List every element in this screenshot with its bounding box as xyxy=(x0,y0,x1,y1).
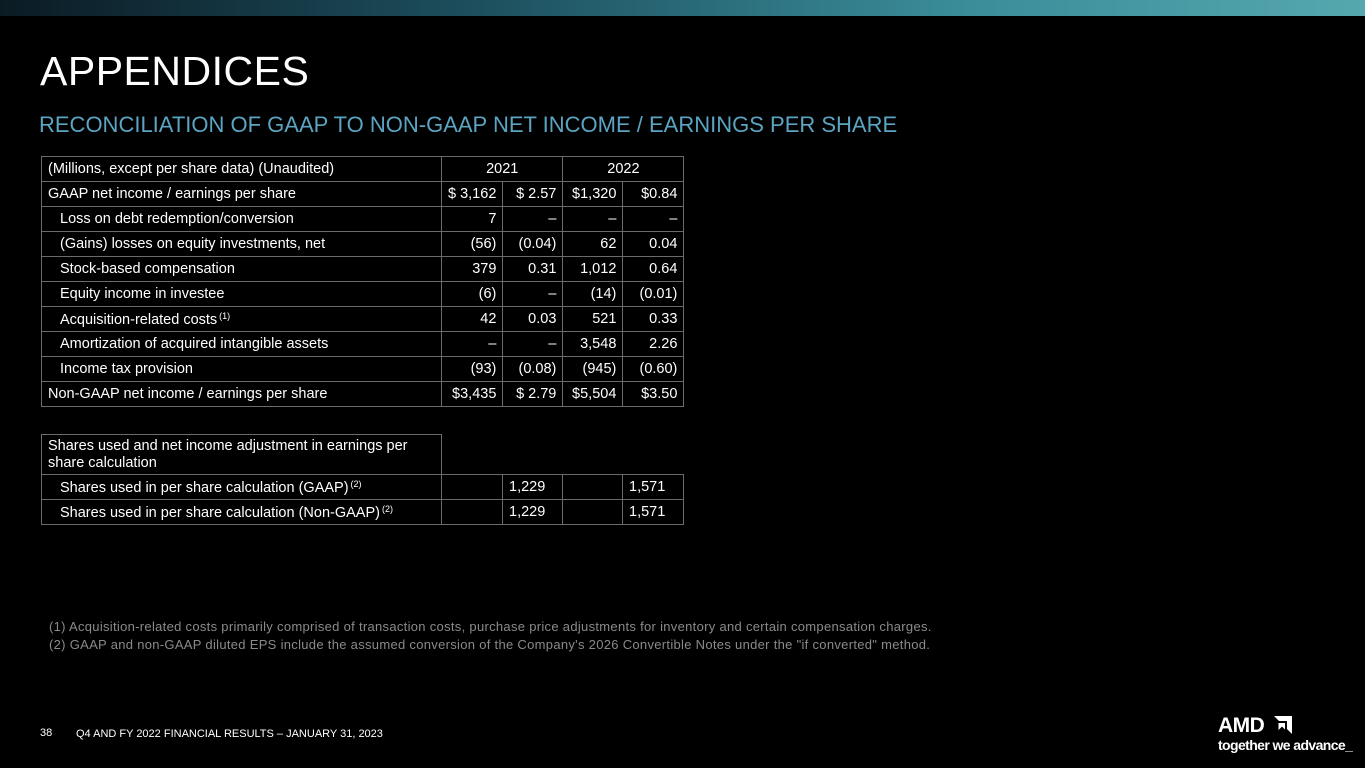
cell-v2022: 1,571 xyxy=(623,500,684,525)
table-row xyxy=(42,332,684,357)
shares-heading-row xyxy=(42,435,684,475)
empty-cell xyxy=(442,500,503,525)
cell-v4: 2.26 xyxy=(623,332,684,357)
logo-tagline: together we advance_ xyxy=(1218,737,1353,753)
cell-v2: $ 2.79 xyxy=(503,382,563,407)
cell-v4: 0.04 xyxy=(623,232,684,257)
header-year-2021: 2021 xyxy=(442,157,563,182)
cell-v1: (6) xyxy=(442,282,503,307)
shares-table xyxy=(41,434,684,525)
row-label: Acquisition-related costs $^{(1)}$ xyxy=(42,307,442,332)
table-row xyxy=(42,357,684,382)
footnote-2: (2) GAAP and non-GAAP diluted EPS include the assumed conversion of the Company's 2026 Convertible Notes under the "if converted" method. xyxy=(49,637,931,652)
row-label: Loss on debt redemption/conversion xyxy=(42,207,442,232)
footnote-1: (1) Acquisition-related costs primarily comprised of transaction costs, purchase price adjustments for inventory and certain compensation charges. xyxy=(49,619,932,634)
cell-v4: (0.60) xyxy=(623,357,684,382)
empty-cell xyxy=(563,500,623,525)
table-row xyxy=(42,307,684,332)
cell-v2: (0.04) xyxy=(503,232,563,257)
cell-v3: 521 xyxy=(563,307,623,332)
cell-v1: – xyxy=(442,332,503,357)
cell-v3: $1,320 xyxy=(563,182,623,207)
row-label: Equity income in investee xyxy=(42,282,442,307)
row-label: Amortization of acquired intangible assets xyxy=(42,332,442,357)
cell-v3: $5,504 xyxy=(563,382,623,407)
cell-v1: 42 xyxy=(442,307,503,332)
table-header-row xyxy=(42,157,684,182)
cell-v4: 0.64 xyxy=(623,257,684,282)
table-row xyxy=(42,382,684,407)
cell-v4: 0.33 xyxy=(623,307,684,332)
cell-v3: – xyxy=(563,207,623,232)
top-accent-bar xyxy=(0,0,1365,16)
footer-text: Q4 AND FY 2022 FINANCIAL RESULTS – JANUARY 31, 2023 xyxy=(76,728,383,740)
cell-v4: – xyxy=(623,207,684,232)
cell-v1: 379 xyxy=(442,257,503,282)
row-label: Stock-based compensation xyxy=(42,257,442,282)
table-row xyxy=(42,500,684,525)
row-label: (Gains) losses on equity investments, net xyxy=(42,232,442,257)
shares-heading: Shares used and net income adjustment in earnings per share calculation xyxy=(42,435,442,475)
reconciliation-table xyxy=(41,156,684,407)
cell-v1: $3,435 xyxy=(442,382,503,407)
table-row xyxy=(42,475,684,500)
cell-v2: – xyxy=(503,332,563,357)
header-year-2022: 2022 xyxy=(563,157,684,182)
table-row xyxy=(42,282,684,307)
empty-cell xyxy=(442,475,503,500)
cell-v2: (0.08) xyxy=(503,357,563,382)
logo-wordmark: AMD xyxy=(1218,714,1265,737)
row-label: Income tax provision xyxy=(42,357,442,382)
cell-v1: (93) xyxy=(442,357,503,382)
cell-v2: – xyxy=(503,282,563,307)
amd-arrow-icon xyxy=(1274,716,1292,734)
row-label: GAAP net income / earnings per share xyxy=(42,182,442,207)
row-label: Shares used in per share calculation (GAAP) $^{(2)}$ xyxy=(42,475,442,500)
footnote-ref: (2) xyxy=(350,478,362,489)
empty-cell xyxy=(563,475,623,500)
table-row xyxy=(42,207,684,232)
page-title: APPENDICES xyxy=(40,48,310,94)
cell-v2: $ 2.57 xyxy=(503,182,563,207)
cell-v3: (945) xyxy=(563,357,623,382)
row-label: Non-GAAP net income / earnings per share xyxy=(42,382,442,407)
cell-v3: 1,012 xyxy=(563,257,623,282)
cell-v4: (0.01) xyxy=(623,282,684,307)
cell-v2021: 1,229 xyxy=(503,475,563,500)
footnote-ref: (2) xyxy=(381,503,393,514)
cell-v1: 7 xyxy=(442,207,503,232)
cell-v1: (56) xyxy=(442,232,503,257)
cell-v4: $3.50 xyxy=(623,382,684,407)
page-number: 38 xyxy=(40,727,53,739)
cell-v3: 62 xyxy=(563,232,623,257)
amd-logo xyxy=(1218,714,1352,754)
table-row xyxy=(42,257,684,282)
cell-v3: (14) xyxy=(563,282,623,307)
page-subtitle: RECONCILIATION OF GAAP TO NON-GAAP NET INCOME / EARNINGS PER SHARE xyxy=(39,112,898,137)
cell-v3: 3,548 xyxy=(563,332,623,357)
cell-v2021: 1,229 xyxy=(503,500,563,525)
cell-v2: 0.03 xyxy=(503,307,563,332)
footnote-ref: (1) xyxy=(219,310,231,321)
cell-v4: $0.84 xyxy=(623,182,684,207)
cell-v1: $ 3,162 xyxy=(442,182,503,207)
row-label: Shares used in per share calculation (Non-GAAP) $^{(2)}$ xyxy=(42,500,442,525)
cell-v2: – xyxy=(503,207,563,232)
cell-v2: 0.31 xyxy=(503,257,563,282)
header-label: (Millions, except per share data) (Unaudited) xyxy=(42,157,442,182)
table-row xyxy=(42,182,684,207)
cell-v2022: 1,571 xyxy=(623,475,684,500)
footnotes xyxy=(49,618,932,654)
table-row xyxy=(42,232,684,257)
